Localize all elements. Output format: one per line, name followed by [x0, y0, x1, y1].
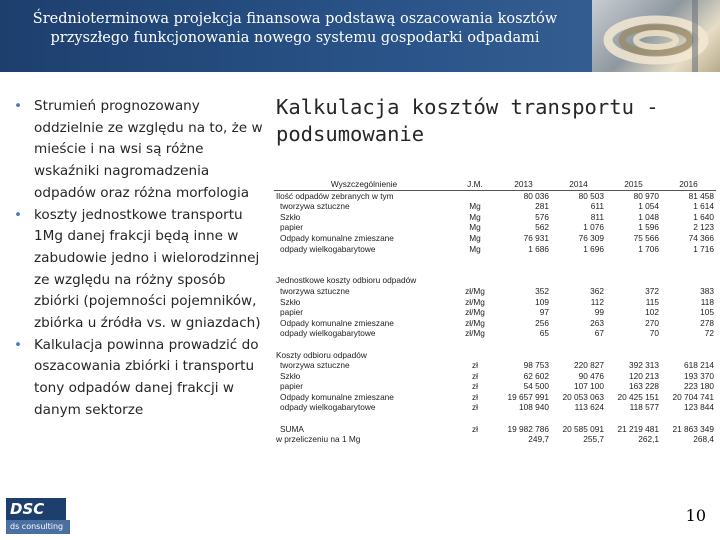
unit-cell: zł [472, 360, 478, 371]
table-cell: 562 [535, 222, 549, 233]
unit-cell: zł/Mg [465, 307, 485, 318]
table-cell: 1 596 [638, 222, 659, 233]
table-row [274, 328, 716, 339]
column-header: J.M. [454, 179, 496, 190]
table-cell: 72 [704, 328, 714, 339]
row-label: odpady wielkogabarytowe [280, 402, 376, 413]
table-cell: 1 048 [638, 211, 659, 222]
unit-cell: Mg [469, 222, 481, 233]
per-mg-row [274, 434, 716, 445]
row-label: papier [280, 307, 304, 318]
table-cell: 20 425 151 [617, 391, 659, 402]
table-cell: 223 180 [684, 381, 714, 392]
unit-cell: zł [472, 402, 478, 413]
table-cell: 1 076 [583, 222, 604, 233]
table-cell: 21 219 481 [617, 423, 659, 434]
row-label: Odpady komunalne zmieszane [280, 232, 394, 243]
unit-cell: Mg [469, 232, 481, 243]
table-cell: 19 982 786 [507, 423, 549, 434]
table-row [274, 297, 716, 308]
table-cell: 80 970 [633, 190, 659, 201]
table-cell: 256 [535, 317, 549, 328]
table-cell: 54 500 [523, 381, 549, 392]
table-cell: 392 313 [629, 360, 659, 371]
table-cell: 99 [594, 307, 604, 318]
table-row [274, 381, 716, 392]
table-cell: 278 [700, 317, 714, 328]
table-cell: 97 [539, 307, 549, 318]
table-cell: 81 458 [688, 190, 714, 201]
table-cell: 352 [535, 285, 549, 296]
table-cell: 362 [590, 285, 604, 296]
table-cell: 1 696 [583, 243, 604, 254]
table-cell: 220 827 [574, 360, 604, 371]
table-row [274, 307, 716, 318]
table-row [274, 233, 716, 244]
column-header: 2015 [606, 179, 661, 190]
table-row [274, 360, 716, 371]
table-cell: 372 [645, 285, 659, 296]
logo-subtext: ds consulting [6, 520, 70, 534]
unit-cell: zł/Mg [465, 296, 485, 307]
row-label: tworzywa sztuczne [280, 201, 350, 212]
column-header: 2013 [496, 179, 551, 190]
table-row [274, 318, 716, 329]
slide-title: Kalkulacja kosztów transportu - podsumowanie [276, 95, 659, 146]
table-cell: 1 054 [638, 201, 659, 212]
table-cell: 618 214 [684, 360, 714, 371]
table-cell: 281 [535, 201, 549, 212]
table-row [274, 201, 716, 212]
table-cell: 249,7 [528, 434, 549, 445]
table-row [274, 212, 716, 223]
table-cell: 262,1 [638, 434, 659, 445]
section-title: Ilość odpadów zebranych w tym [276, 190, 394, 201]
unit-cell: zł/Mg [465, 285, 485, 296]
table-cell: 20 053 063 [562, 391, 604, 402]
table-cell: 811 [590, 211, 604, 222]
table-header-row [274, 179, 716, 190]
table-cell: 1 614 [693, 201, 714, 212]
section-title: Koszty odbioru odpadów [276, 349, 367, 360]
table-cell: 65 [539, 328, 549, 339]
table-cell: 76 931 [523, 232, 549, 243]
table-cell: 80 503 [578, 190, 604, 201]
table-cell: 108 940 [519, 402, 549, 413]
table-cell: 75 566 [633, 232, 659, 243]
row-label: odpady wielkogabarytowe [280, 243, 376, 254]
table-cell: 118 [700, 296, 714, 307]
unit-cell: zł [472, 370, 478, 381]
bullet-icon: • [14, 336, 23, 353]
table-cell: 21 863 349 [672, 423, 714, 434]
section-title-row [274, 350, 716, 361]
table-row [274, 286, 716, 297]
sum-row [274, 424, 716, 435]
column-header: Wyszczególnienie [274, 179, 454, 190]
row-label: papier [280, 222, 304, 233]
unit-cell: zł [472, 381, 478, 392]
table-cell: 80 036 [523, 190, 549, 201]
table-cell: 383 [700, 285, 714, 296]
table-cell: 268,4 [693, 434, 714, 445]
table-row [274, 392, 716, 403]
table-cell: 120 213 [629, 370, 659, 381]
row-label: tworzywa sztuczne [280, 285, 350, 296]
bullet-item: • koszty jednostkowe transportu 1Mg danej frakcji będą inne w zabudowie jedno i wielorodzinnej ze względu na różny sposób zbiórki (pojemności pojemników, zbiórka u źródła vs. w gniazdach) [14, 206, 261, 332]
bullet-item: • Strumień prognozowany oddzielnie ze względu na to, że w mieście i na wsi są różne wskaźniki nagromadzenia odpadów oraz różna morfologia [14, 98, 263, 201]
table-row [274, 371, 716, 382]
page-title: Średnioterminowa projekcja finansowa podstawą oszacowania kosztów przyszłego funkcjonowania nowego systemu gospodarki odpadami [32, 11, 558, 46]
section-title-row [274, 190, 716, 201]
row-label: odpady wielkogabarytowe [280, 328, 376, 339]
rope-photo-graphic [592, 0, 720, 72]
table-cell: 270 [645, 317, 659, 328]
spacer-row [274, 413, 716, 424]
table-cell: 263 [590, 317, 604, 328]
spacer-row [274, 339, 716, 350]
sum-label: SUMA [280, 423, 304, 434]
table-cell: 102 [645, 307, 659, 318]
table-cell: 107 100 [574, 381, 604, 392]
spacer-row [274, 265, 716, 276]
table-cell: 1 716 [693, 243, 714, 254]
table-row [274, 402, 716, 413]
spacer-row [274, 254, 716, 265]
column-header: 2016 [661, 179, 716, 190]
row-label: Szkło [280, 211, 301, 222]
table-cell: 255,7 [583, 434, 604, 445]
row-label: Odpady komunalne zmieszane [280, 391, 394, 402]
row-label: Odpady komunalne zmieszane [280, 317, 394, 328]
bullet-list [14, 96, 266, 422]
table-cell: 118 577 [629, 402, 659, 413]
table-cell: 2 123 [693, 222, 714, 233]
table-cell: 1 640 [693, 211, 714, 222]
table-row [274, 222, 716, 233]
unit-cell: Mg [469, 211, 481, 222]
row-label: Szkło [280, 370, 301, 381]
unit-cell: zł [472, 391, 478, 402]
header-bar [0, 0, 720, 72]
logo-text: DSC [6, 498, 66, 520]
table-cell: 19 657 991 [507, 391, 549, 402]
unit-cell: Mg [469, 243, 481, 254]
table-cell: 576 [535, 211, 549, 222]
table-cell: 1 706 [638, 243, 659, 254]
section-title: Jednostkowe koszty odbioru odpadów [276, 275, 417, 286]
table-cell [454, 190, 496, 201]
table-cell: 193 370 [684, 370, 714, 381]
page-number: 10 [685, 506, 706, 525]
row-label: Szkło [280, 296, 301, 307]
table-cell: 115 [645, 296, 659, 307]
table-cell: 611 [590, 201, 604, 212]
table-row [274, 244, 716, 255]
row-label: papier [280, 381, 304, 392]
dsc-logo [6, 498, 70, 536]
rope-photo [592, 0, 720, 72]
table-cell: 67 [594, 328, 604, 339]
table-cell: 20 585 091 [562, 423, 604, 434]
per-mg-label: w przeliczeniu na 1 Mg [276, 434, 361, 445]
unit-cell: zł/Mg [465, 317, 485, 328]
table-cell: 112 [590, 296, 604, 307]
unit-cell: Mg [469, 201, 481, 212]
bullet-icon: • [14, 98, 23, 114]
table-cell: 163 228 [629, 381, 659, 392]
unit-cell: zł/Mg [465, 328, 485, 339]
table-cell: 109 [535, 296, 549, 307]
bullet-icon: • [14, 206, 23, 223]
table-cell: 20 704 741 [672, 391, 714, 402]
section-title-row [274, 275, 716, 286]
table-cell: 90 476 [578, 370, 604, 381]
row-label: tworzywa sztuczne [280, 360, 350, 371]
table-cell: 70 [649, 328, 659, 339]
table-cell: 123 844 [684, 402, 714, 413]
table-cell: 74 366 [688, 232, 714, 243]
table-cell: 113 624 [574, 402, 604, 413]
table-cell: 62 602 [523, 370, 549, 381]
unit-cell: zł [472, 423, 478, 434]
table-cell: 98 753 [523, 360, 549, 371]
column-header: 2014 [551, 179, 606, 190]
bullet-item: • Kalkulacja powinna prowadzić do oszacowania zbiórki i transportu tony odpadów danej frakcji w danym sektorze [14, 336, 259, 418]
table-cell: 76 309 [578, 232, 604, 243]
cost-table [274, 179, 716, 445]
table-cell: 105 [700, 307, 714, 318]
table-cell: 1 686 [528, 243, 549, 254]
